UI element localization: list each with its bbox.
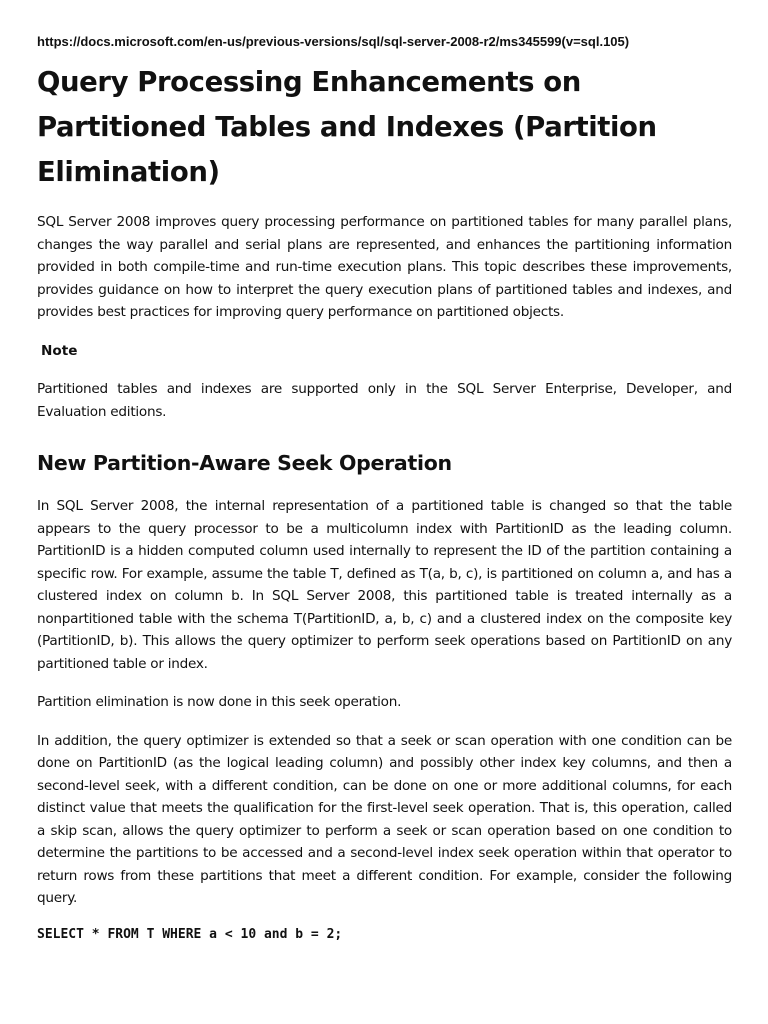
note-text: Partitioned tables and indexes are supported only in the SQL Server Enterprise, Developer, and Evaluation editions. — [37, 381, 732, 420]
section-heading: New Partition-Aware Seek Operation — [37, 451, 452, 475]
intro-paragraph: SQL Server 2008 improves query processing performance on partitioned tables for many parallel plans, changes the way parallel and serial plans are represented, and enhances the partitioning information provided in both compile-time and run-time execution plans. This topic describes these improvements, provides guidance on how to interpret the query execution plans of partitioned tables and indexes, and provides best practices for improving query performance on partitioned objects. — [37, 214, 732, 320]
section-paragraph-1: In SQL Server 2008, the internal representation of a partitioned table is changed so that the table appears to the query processor to be a multicolumn index with PartitionID as the leading column. PartitionID is a hidden computed column used internally to represent the ID of the partition containing a specific row. For example, assume the table T, defined as T(a, b, c), is partitioned on column a, and has a clustered index on column b. In SQL Server 2008, this partitioned table is treated internally as a nonpartitioned table with the schema T(PartitionID, a, b, c) and a clustered index on the composite key (PartitionID, b). This allows the query optimizer to perform seek operations based on PartitionID on any partitioned table or index. — [37, 498, 732, 672]
code-sample: SELECT * FROM T WHERE a < 10 and b = 2; — [37, 926, 343, 942]
source-url: https://docs.microsoft.com/en-us/previous-versions/sql/sql-server-2008-r2/ms345599(v=sql.105) — [37, 34, 630, 49]
section-paragraph-3: In addition, the query optimizer is extended so that a seek or scan operation with one condition can be done on PartitionID (as the logical leading column) and possibly other index key columns, and then a second-level seek, with a different condition, can be done on one or more additional columns, for each distinct value that meets the qualification for the first-level seek operation. That is, this operation, called a skip scan, allows the query optimizer to perform a seek or scan operation based on one condition to determine the partitions to be accessed and a second-level index seek operation within that operator to return rows from these partitions that meet a different condition. For example, consider the following query. — [37, 732, 732, 906]
note-label: Note — [41, 342, 78, 359]
section-paragraph-2: Partition elimination is now done in this seek operation. — [37, 694, 402, 710]
page-title: Query Processing Enhancements on Partitioned Tables and Indexes (Partition Elimination) — [37, 66, 657, 188]
